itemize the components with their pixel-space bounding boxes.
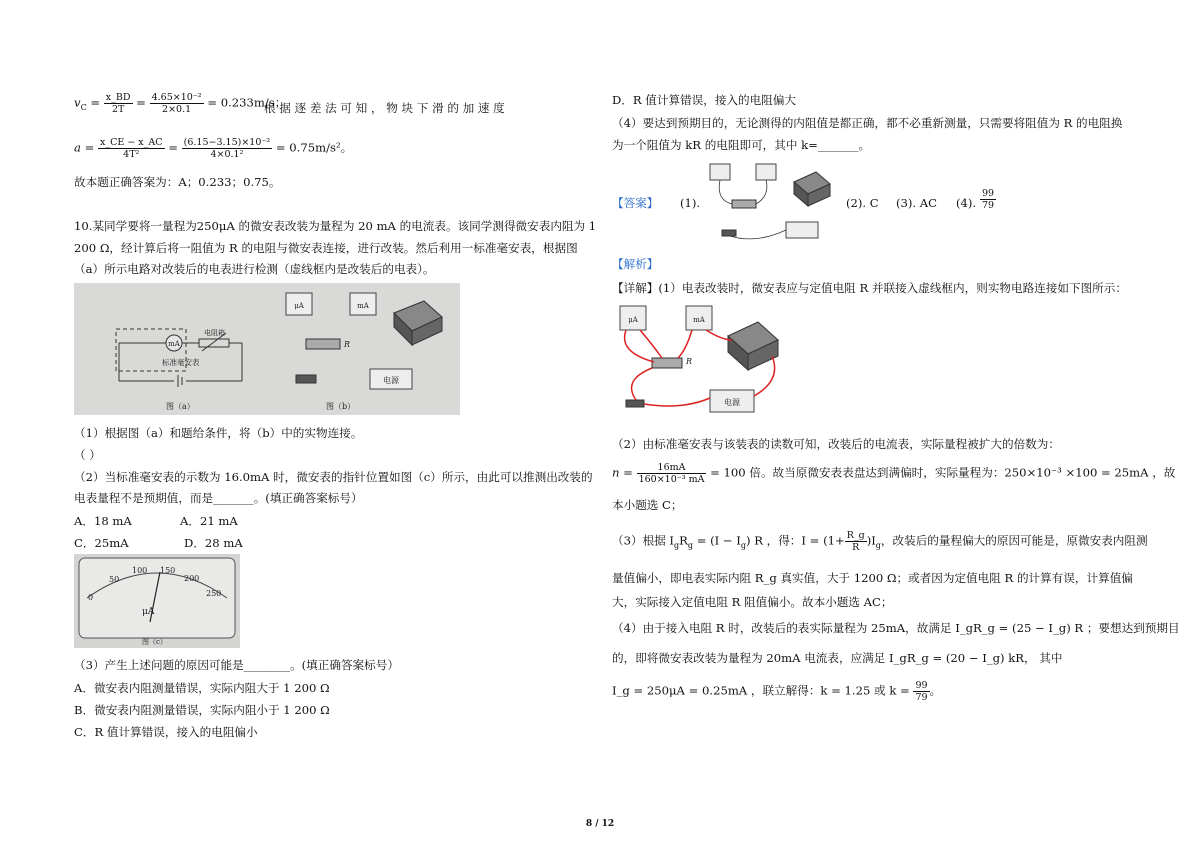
figure-c-meter [74, 554, 240, 648]
p3-tail: ，改装后的量程偏大的原因可能是，原微安表内阻测 [880, 533, 1148, 548]
answer-4-den: 79 [982, 200, 995, 211]
option-b: A．21 mA [180, 514, 238, 528]
eq1-result: = 0.233m/s； [207, 95, 287, 110]
option-c: C．25mA [74, 536, 129, 550]
p3-line3: 大，实际接入定值电阻 R 阻值偏小。故本小题选 AC； [612, 595, 893, 609]
fig-b-power-label: 电源 [383, 376, 399, 385]
eq1-tail: 根 据 逐 差 法 可 知 ， 物 块 下 滑 的 加 速 度 [264, 101, 505, 115]
eq1-den1: 2T [111, 104, 125, 115]
q2-line1: （2）当标准毫安表的示数为 16.0mA 时，微安表的指针位置如图（c）所示，由此可以推测出改装的 [74, 470, 593, 484]
p3-g: ) R ，得：I = [746, 533, 824, 548]
eq1-var: v [74, 95, 81, 110]
fig-b-meter1: μA [294, 302, 304, 310]
tick-150: 150 [160, 566, 176, 575]
p4-line3 [612, 680, 941, 703]
q10-line2: 200 Ω，经计算后将一阻值为 R 的电阻与微安表连接，进行改装。然后利用一标准毫安表，根据图 [74, 241, 578, 255]
fig-a-caption: 图（a） [166, 402, 195, 411]
p3-b: g [674, 540, 680, 550]
q2-line2: 电表量程不是预期值，而是_______。(填正确答案标号） [74, 491, 363, 505]
q3-option-a: A．微安表内阻测量错误，实际内阻大于 1 200 Ω [74, 681, 330, 695]
fig-a-ma-label: mA [168, 340, 180, 348]
detail-line: 【详解】(1）电表改装时，微安表应与定值电阻 R 并联接入虚线框内，则实物电路连接如下图所示： [612, 281, 1127, 295]
eq2-result: = 0.75m/s²。 [275, 140, 353, 155]
answer-4-frac [980, 188, 996, 211]
figure-ab [74, 283, 460, 415]
acceleration-equation: a = $\frac{x\_CE - x\_AC}{\text{4T²}}$ = $\frac{\text{(6.15−3.15)×10⁻²}}{\text{4×0.1²}}$ = 0.75m/s²。 [74, 137, 353, 160]
fig-a-resistor-label: 电阻箱 [204, 329, 225, 337]
option-a: A．18 mA [74, 514, 132, 528]
p2-eq-prefix: n = [612, 465, 633, 480]
p3-frac-num: R_g [846, 530, 865, 541]
p2-eq-den: 160×10⁻³ mA [638, 474, 705, 485]
fig-b-caption: 图（b） [326, 402, 356, 411]
eq2-frac1 [98, 137, 165, 160]
tick-250: 250 [206, 589, 222, 598]
p3-a: （3）根据 I [612, 533, 675, 548]
eq2-frac2 [182, 137, 273, 160]
circuit-meter1: μA [628, 316, 638, 324]
fig-c-caption: 图（c） [142, 638, 167, 646]
eq2-den1: 4T² [123, 149, 140, 160]
meter-unit: μA [142, 607, 155, 617]
q3-option-b: B．微安表内阻测量错误，实际内阻小于 1 200 Ω [74, 703, 330, 717]
tick-100: 100 [132, 566, 148, 575]
answer-4: (4). [956, 196, 977, 210]
answer-3: (3). AC [896, 196, 938, 210]
fig-a-std-label: 标准毫安表 [162, 358, 200, 367]
p3-e: = (I − I [693, 533, 741, 548]
q1-line: （1）根据图（a）和题给条件，将（b）中的实物连接。 [74, 426, 363, 440]
answer-line: 故本题正确答案为：A；0.233；0.75。 [74, 175, 281, 189]
answer-1: (1). [680, 196, 701, 210]
q1-paren: （ ） [74, 448, 101, 462]
p3-frac-den: R [852, 542, 860, 553]
p2-eq-tail: = 100 倍。故当原微安表表盘达到满偏时，实际量程为：250×10⁻³ ×100 = 25mA ，故 [710, 465, 1176, 480]
fig-b-r-label: R [344, 340, 351, 349]
q3-option-d: D．R 值计算错误，接入的电阻偏大 [612, 93, 797, 107]
eq2-num1: x_CE − x_AC [100, 137, 163, 148]
eq1-den2: 2×0.1 [162, 104, 192, 115]
p3-d: g [687, 540, 694, 550]
eq1-frac2 [150, 92, 204, 115]
q3-option-c: C．R 值计算错误，接入的电阻偏小 [74, 725, 258, 739]
answer-2: (2). C [846, 196, 879, 210]
fig-b-meter2: mA [357, 302, 369, 310]
p4-frac-den: 79 [915, 692, 928, 703]
q4-line2: 为一个阻值为 kR 的电阻即可，其中 k=_______。 [612, 138, 871, 152]
tick-0: 0 [88, 593, 94, 602]
eq2-num2: (6.15−3.15)×10⁻² [183, 137, 271, 148]
eq2-var: a = [74, 140, 95, 155]
connected-circuit-figure [612, 300, 788, 418]
p2-equation [612, 462, 1175, 485]
answer-badge: 【答案】 [612, 196, 659, 210]
eq2-den2: 4×0.1² [210, 149, 244, 160]
eq1-sub: C [80, 102, 87, 112]
p4-line1: （4）由于接入电阻 R 时，改装后的表实际量程为 25mA，故满足 I_gR_g = (25 − I_g) R ；要想达到预期目 [612, 621, 1180, 635]
eq1-frac1 [104, 92, 133, 115]
q4-line1: （4）要达到预期目的，无论测得的内阻值是都正确，都不必重新测量，只需要将阻值为 R 的电阻换 [612, 116, 1123, 130]
eq1-num2: 4.65×10⁻² [151, 92, 202, 103]
p3-line2: 量值偏小，即电表实际内阻 R_g 真实值，大于 1200 Ω；或者因为定值电阻 R 的计算有误，计算值偏 [612, 571, 1133, 585]
circuit-r-label: R [686, 357, 693, 366]
eq1-num1: x_BD [105, 92, 131, 103]
q10-line1: 10.某同学要将一量程为250μA 的微安表改装为量程为 20 mA 的电流表。该同学测得微安表内阻为 1 [74, 219, 597, 233]
q10-line3: （a）所示电路对改装后的电表进行检测（虚线框内是改装后的电表）。 [74, 262, 435, 276]
p3-line1: （3）根据 $I_gR_g = (I - I_g)$ R ，得：I = (1+ $\frac{R\_g}{R}$ )$I_g$，改装后的量程偏大的原因可能是，原微安表内阻测 [612, 530, 1148, 553]
p2-eq-num: 16mA [637, 462, 707, 474]
analysis-badge: 【解析】 [612, 257, 659, 271]
velocity-equation: $v_C$ = $\frac{x\_BD}{2T}$ = $\frac{\text{4.65×10⁻²}}{2\times 0.1}$ = 0.233m/s； [74, 92, 287, 115]
circuit-power-label: 电源 [724, 398, 740, 407]
p4-end: 。 [929, 683, 942, 698]
p2-line: （2）由标准毫安表与该装表的读数可知，改装后的电流表，实际量程被扩大的倍数为： [612, 437, 1060, 451]
answer-4-num: 99 [982, 188, 995, 199]
answer-figure [706, 160, 836, 248]
p4-line3-a: I_g = 250μA = 0.25mA ，联立解得：k = 1.25 或 k = [612, 683, 910, 698]
q3-line: （3）产生上述问题的原因可能是________。(填正确答案标号） [74, 658, 399, 672]
p4-line2: 的，即将微安表改装为量程为 20mA 电流表，应满足 I_gR_g = (20 − I_g) kR， 其中 [612, 651, 1063, 665]
p3-c: R [679, 533, 688, 548]
tick-200: 200 [184, 574, 200, 583]
p3-f: g [740, 540, 746, 550]
page-number: 8 / 12 [585, 819, 615, 829]
tick-50: 50 [109, 575, 120, 584]
p4-frac-num: 99 [915, 680, 928, 691]
option-d: D．28 mA [184, 536, 243, 550]
p2-end: 本小题选 C； [612, 498, 683, 512]
circuit-meter2: mA [693, 316, 705, 324]
